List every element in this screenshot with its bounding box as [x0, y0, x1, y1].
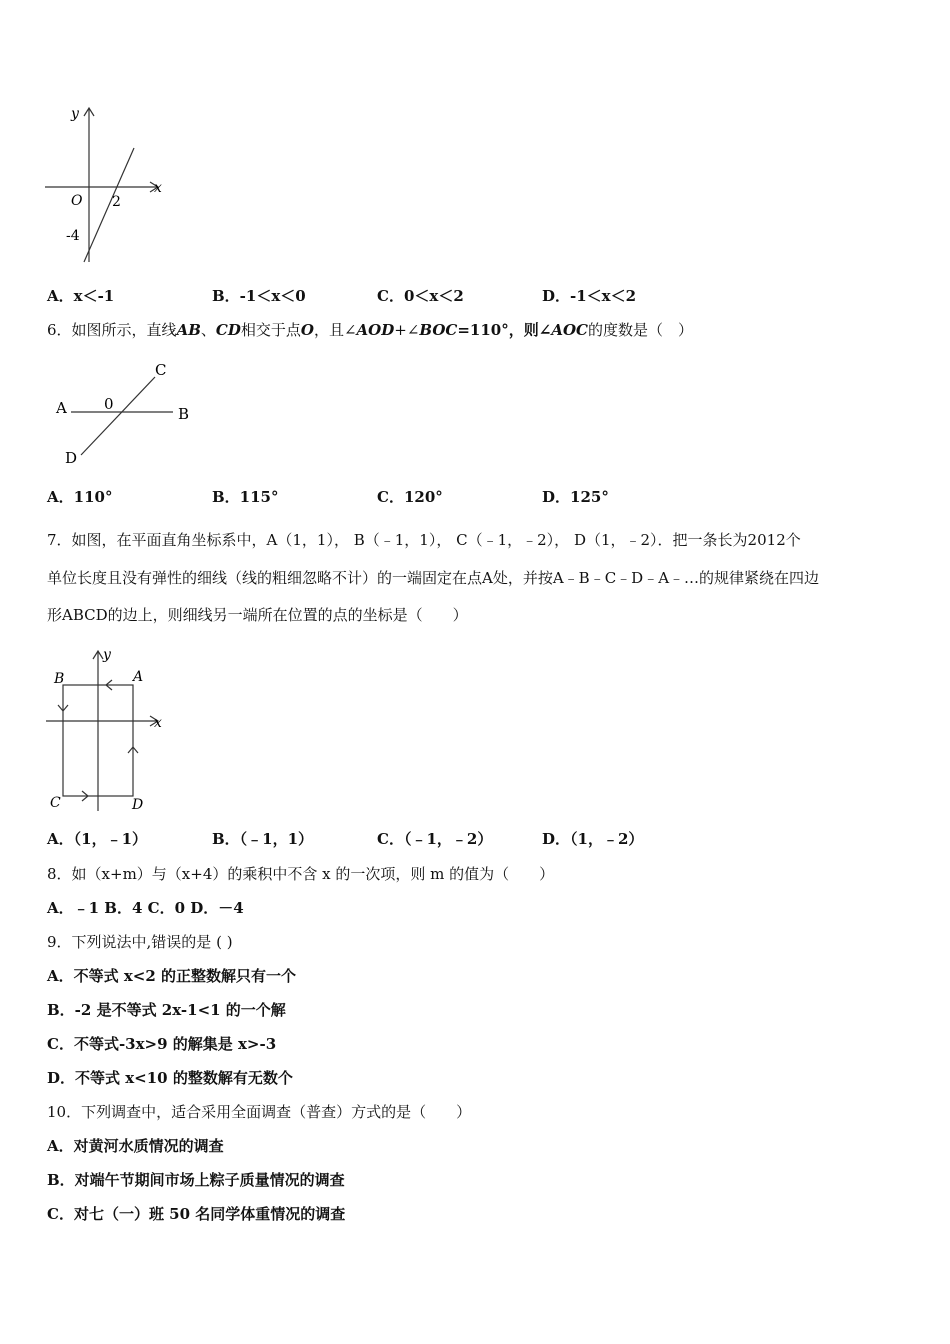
q6-option-c: C．120°	[377, 488, 443, 506]
q6-label-a: A	[56, 399, 67, 417]
q7-label-d: D	[132, 797, 144, 813]
q5-x-label: x	[154, 180, 162, 196]
q7-stem-line3: 形ABCD的边上，则细线另一端所在位置的点的坐标是（ ）	[47, 606, 468, 624]
q9-option-c: C．不等式-3x>9 的解集是 x>-3	[47, 1035, 277, 1053]
q5-y-label: y	[71, 106, 79, 122]
q7-option-d: D．（1，﹣2）	[542, 830, 644, 848]
q6-label-o: 0	[104, 395, 114, 413]
q7-option-c: C．（﹣1，﹣2）	[377, 830, 493, 848]
q9-option-b: B．-2 是不等式 2x-1<1 的一个解	[47, 1001, 286, 1019]
q6-lines-figure	[45, 355, 205, 470]
q7-x-label: x	[154, 715, 162, 731]
q9-option-d: D．不等式 x<10 的整数解有无数个	[47, 1069, 293, 1087]
q8-options: A．﹣1 B．4 C．0 D．－4	[47, 899, 244, 917]
q7-rectangle-figure	[40, 645, 170, 815]
q5-y-intercept-label: -4	[66, 228, 80, 244]
q5-option-a: A．x＜-1	[47, 287, 115, 305]
q9-option-a: A．不等式 x<2 的正整数解只有一个	[47, 967, 297, 985]
q7-label-b: B	[54, 671, 65, 687]
q6-label-b: B	[178, 405, 190, 423]
q6-label-d: D	[65, 449, 78, 467]
q6-label-c: C	[155, 361, 167, 379]
q6-option-b: B．115°	[212, 488, 279, 506]
q6-line-cd	[81, 377, 155, 455]
q5-function-line	[84, 148, 134, 262]
q10-option-a: A．对黄河水质情况的调查	[47, 1137, 224, 1155]
q5-origin-label: O	[71, 193, 83, 209]
q5-option-d: D．-1＜x＜2	[542, 287, 637, 305]
q7-label-c: C	[50, 795, 61, 811]
q5-option-b: B．-1＜x＜0	[212, 287, 306, 305]
q9-stem: 9．下列说法中,错误的是 ( )	[47, 933, 233, 951]
q10-stem: 10．下列调查中，适合采用全面调查（普查）方式的是（ ）	[47, 1103, 472, 1121]
q7-y-label: y	[103, 647, 111, 663]
q6-option-a: A．110°	[47, 488, 113, 506]
q7-label-a: A	[133, 669, 144, 685]
q5-graph-figure	[40, 100, 170, 270]
q8-stem: 8．如（x+m）与（x+4）的乘积中不含 x 的一次项，则 m 的值为（ ）	[47, 865, 555, 883]
q5-x-intercept-label: 2	[112, 194, 121, 210]
q10-option-c: C．对七（一）班 50 名同学体重情况的调查	[47, 1205, 346, 1223]
q6-number: 6．	[47, 321, 72, 339]
q10-option-b: B．对端午节期间市场上粽子质量情况的调查	[47, 1171, 345, 1189]
q7-option-a: A．（1，﹣1）	[47, 830, 148, 848]
q7-stem-line1: 7．如图，在平面直角坐标系中，A（1，1）， B（﹣1，1）， C（﹣1，﹣2）， D（1，﹣2）．把一条长为2012个	[47, 531, 801, 549]
q6-option-d: D．125°	[542, 488, 609, 506]
q7-option-b: B．（﹣1，1）	[212, 830, 314, 848]
q5-option-c: C．0＜x＜2	[377, 287, 464, 305]
q6-stem: 6．如图所示，直线AB、CD相交于点O，且∠AOD+∠BOC=110°，则∠AOC的度数是（ ）	[47, 321, 693, 339]
q7-stem-line2: 单位长度且没有弹性的细线（线的粗细忽略不计）的一端固定在点A处，并按A﹣B﹣C﹣D﹣A﹣…的规律紧绕在四边	[47, 569, 820, 587]
